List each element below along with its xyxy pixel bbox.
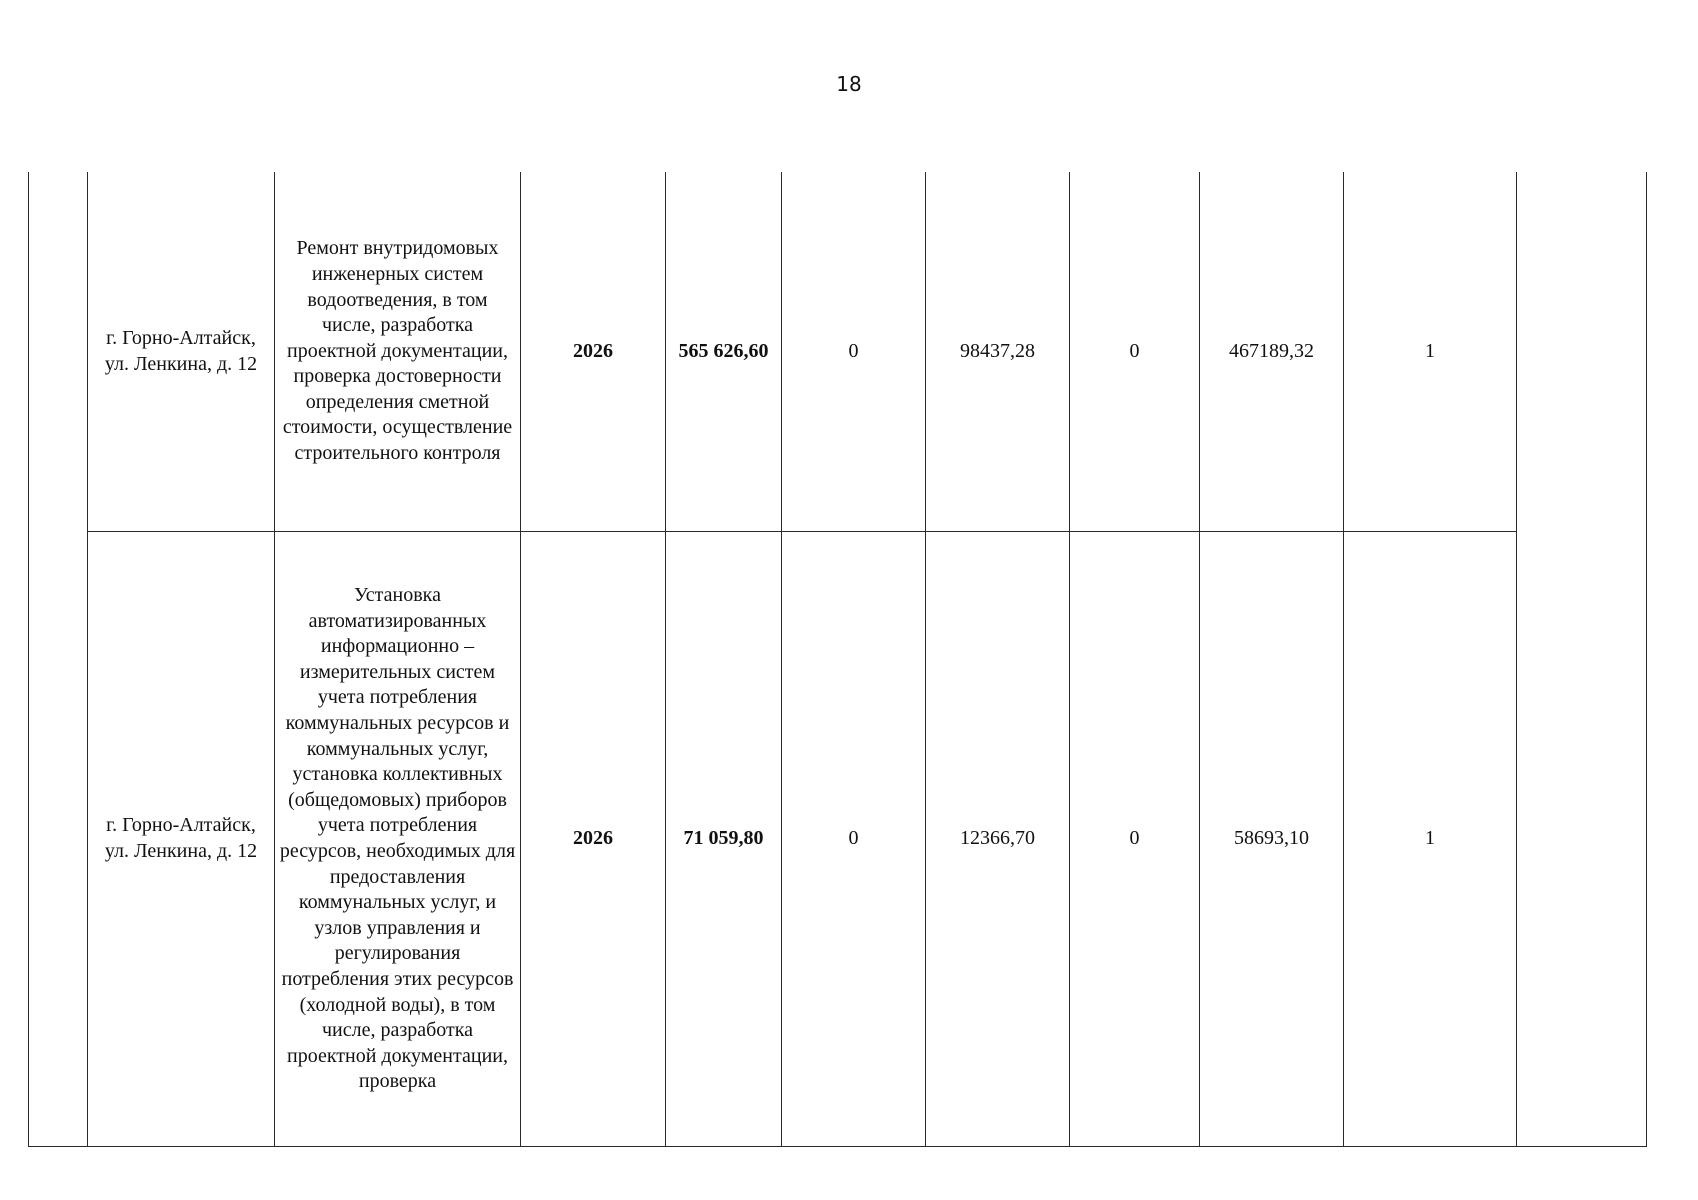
cost-cell-d: 58693,10 [1200,532,1344,1147]
cost-cell-a: 0 [782,532,926,1147]
table-row [29,172,1647,532]
year-cell: 2026 [521,532,666,1147]
quantity-cell: 1 [1344,172,1517,532]
table-row [29,532,1647,1147]
page-number: 18 [836,72,862,96]
cost-cell-b: 98437,28 [926,172,1070,532]
total-cost-cell: 565 626,60 [666,172,782,532]
work-type-cell: Ремонт внутридомовых инженерных систем водоотведения, в том числе, разработка проектной документации, проверка достоверности определения сметной стоимости, осуществление строительного контроля [275,172,521,532]
cost-cell-c: 0 [1070,532,1200,1147]
address-cell: г. Горно-Алтайск, ул. Ленкина, д. 12 [88,532,275,1147]
work-type-cell: Установка автоматизированных информационно – измерительных систем учета потребления коммунальных ресурсов и коммунальных услуг, установка коллективных (общедомовых) приборов учета потребления ресурсов, необходимых для предоставления коммунальных услуг, и узлов управления и регулирования потребления этих ресурсов (холодной воды), в том числе, разработка проектной документации, проверка [275,532,521,1147]
work-schedule-table [28,172,1647,1147]
year-cell: 2026 [521,172,666,532]
total-cost-cell: 71 059,80 [666,532,782,1147]
cost-cell-b: 12366,70 [926,532,1070,1147]
cost-cell-c: 0 [1070,172,1200,532]
cost-cell-d: 467189,32 [1200,172,1344,532]
address-cell: г. Горно-Алтайск, ул. Ленкина, д. 12 [88,172,275,532]
cost-cell-a: 0 [782,172,926,532]
notes-cell [1517,172,1647,1147]
row-number-cell [29,172,88,1147]
quantity-cell: 1 [1344,532,1517,1147]
